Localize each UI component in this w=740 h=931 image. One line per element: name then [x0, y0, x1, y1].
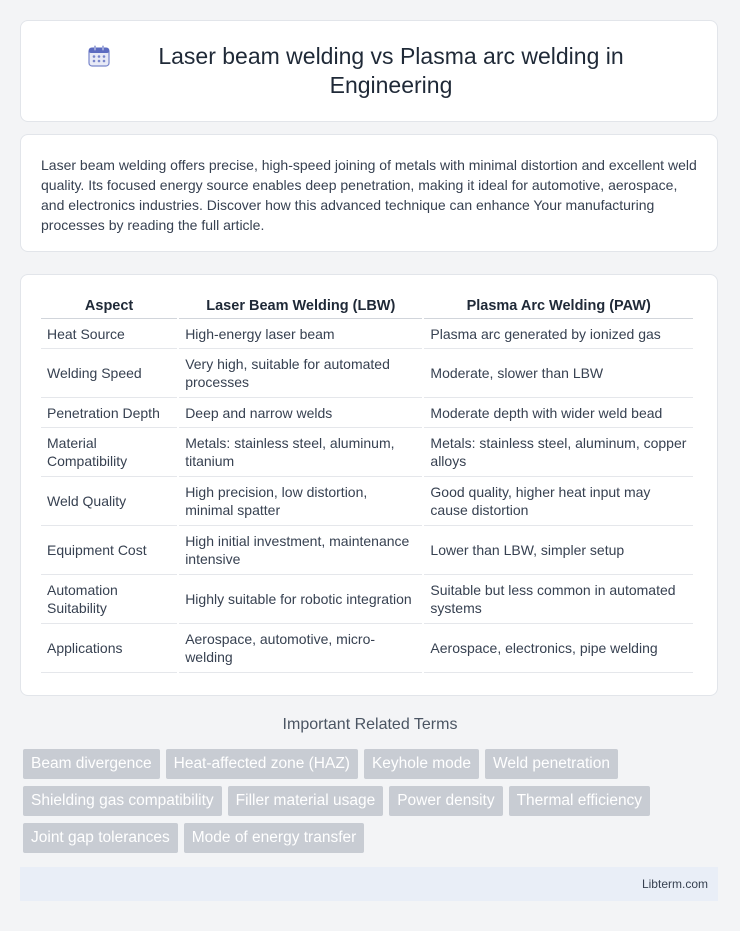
cell-paw: Moderate, slower than LBW: [424, 349, 693, 398]
related-terms-title: Important Related Terms: [282, 716, 458, 733]
table-header-row: [41, 293, 693, 319]
header-lbw: Laser Beam Welding (LBW): [179, 293, 422, 319]
cell-aspect: Equipment Cost: [41, 526, 177, 575]
cell-paw: Good quality, higher heat input may cause distortion: [424, 477, 693, 526]
table-row: [41, 428, 693, 477]
table-row: [41, 477, 693, 526]
intro-card: [20, 134, 718, 252]
page-title: Laser beam welding vs Plasma arc welding in Engineering: [158, 43, 624, 98]
cell-aspect: Material Compatibility: [41, 428, 177, 477]
cell-aspect: Applications: [41, 624, 177, 673]
title-card: [20, 20, 718, 122]
table-row: [41, 526, 693, 575]
header-paw: Plasma Arc Welding (PAW): [424, 293, 693, 319]
header-aspect: Aspect: [41, 293, 177, 319]
cell-lbw: Aerospace, automotive, micro-welding: [179, 624, 422, 673]
cell-paw: Moderate depth with wider weld bead: [424, 398, 693, 428]
cell-paw: Lower than LBW, simpler setup: [424, 526, 693, 575]
term-tag[interactable]: Power density: [389, 786, 502, 816]
term-tag[interactable]: Shielding gas compatibility: [23, 786, 222, 816]
term-tag[interactable]: Beam divergence: [23, 749, 160, 779]
cell-aspect: Automation Suitability: [41, 575, 177, 624]
cell-lbw: High-energy laser beam: [179, 319, 422, 349]
calendar-icon: [87, 44, 111, 68]
cell-lbw: High initial investment, maintenance intensive: [179, 526, 422, 575]
footer: [20, 867, 718, 901]
table-row: [41, 398, 693, 428]
cell-lbw: Highly suitable for robotic integration: [179, 575, 422, 624]
term-tag[interactable]: Heat-affected zone (HAZ): [166, 749, 358, 779]
table-row: [41, 319, 693, 349]
cell-aspect: Penetration Depth: [41, 398, 177, 428]
related-terms-list: [23, 749, 713, 853]
cell-aspect: Welding Speed: [41, 349, 177, 398]
footer-site-link[interactable]: Libterm.com: [641, 877, 708, 891]
term-tag[interactable]: Weld penetration: [485, 749, 618, 779]
comparison-table: [39, 293, 695, 673]
term-tag[interactable]: Joint gap tolerances: [23, 823, 178, 853]
cell-lbw: Very high, suitable for automated processes: [179, 349, 422, 398]
cell-aspect: Heat Source: [41, 319, 177, 349]
term-tag[interactable]: Filler material usage: [228, 786, 384, 816]
comparison-table-card: [20, 274, 718, 696]
cell-aspect: Weld Quality: [41, 477, 177, 526]
cell-paw: Plasma arc generated by ionized gas: [424, 319, 693, 349]
cell-lbw: Metals: stainless steel, aluminum, titanium: [179, 428, 422, 477]
intro-paragraph: Laser beam welding offers precise, high-speed joining of metals with minimal distortion and excellent weld quality. Its focused energy source enables deep penetration, making it ideal for automotive, aerospace, and electronics industries. Discover how this advanced technique can enhance Your manufacturing processes by reading the full article.: [41, 157, 697, 233]
table-row: [41, 575, 693, 624]
term-tag[interactable]: Keyhole mode: [364, 749, 479, 779]
cell-lbw: Deep and narrow welds: [179, 398, 422, 428]
term-tag[interactable]: Mode of energy transfer: [184, 823, 365, 853]
term-tag[interactable]: Thermal efficiency: [509, 786, 650, 816]
cell-paw: Aerospace, electronics, pipe welding: [424, 624, 693, 673]
cell-paw: Suitable but less common in automated systems: [424, 575, 693, 624]
cell-lbw: High precision, low distortion, minimal spatter: [179, 477, 422, 526]
cell-paw: Metals: stainless steel, aluminum, copper alloys: [424, 428, 693, 477]
table-row: [41, 349, 693, 398]
table-row: [41, 624, 693, 673]
